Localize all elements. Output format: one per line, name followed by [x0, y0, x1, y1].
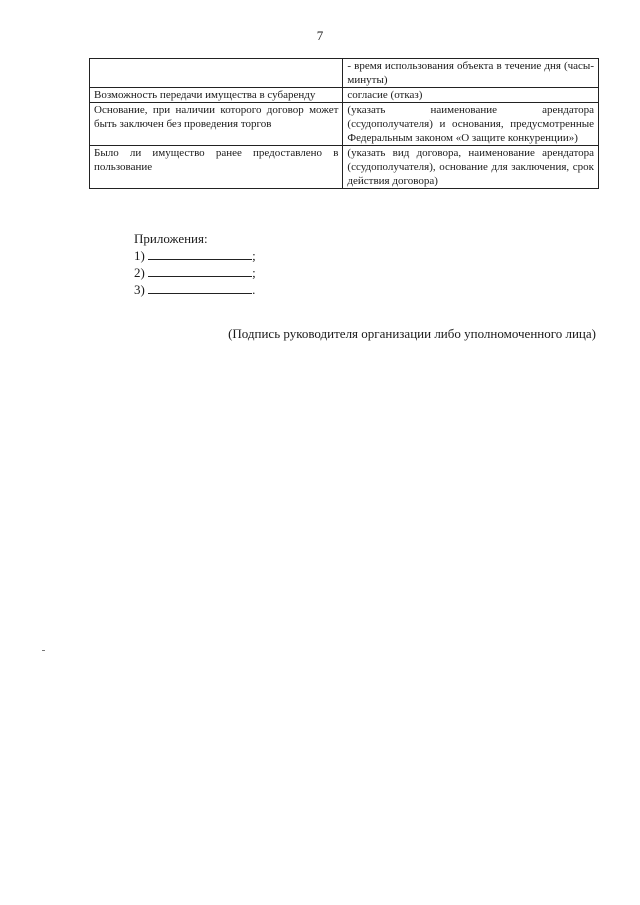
- property-info-table: [89, 58, 599, 189]
- appendix-blank-line: [148, 248, 252, 260]
- signature-caption: (Подпись руководителя организации либо уполномоченного лица): [228, 326, 596, 341]
- table-cell-label: Возможность передачи имущества в субаренду: [90, 88, 343, 103]
- scan-speck: [42, 650, 45, 651]
- table-row: [90, 59, 599, 88]
- appendix-item: [134, 264, 256, 281]
- appendix-list: [134, 230, 256, 298]
- appendix-item-number: 2): [134, 265, 145, 280]
- table-cell-value: (указать наименование арендатора (ссудополучателя) и основания, предусмотренные Федеральным законом «О защите конкуренции»): [343, 103, 599, 146]
- appendix-item-number: 3): [134, 282, 145, 297]
- table-cell-label: [90, 59, 343, 88]
- table-row: [90, 103, 599, 146]
- appendix-blank-line: [148, 282, 252, 294]
- appendix-item: [134, 247, 256, 264]
- table-cell-value: - время использования объекта в течение дня (часы-минуты): [343, 59, 599, 88]
- appendix-item-end: ;: [252, 265, 256, 280]
- table-cell-value: согласие (отказ): [343, 88, 599, 103]
- appendix-title: Приложения:: [134, 231, 208, 246]
- page-number: 7: [316, 28, 324, 43]
- appendix-item-end: .: [252, 282, 256, 297]
- appendix-item-number: 1): [134, 248, 145, 263]
- table-cell-label: Основание, при наличии которого договор может быть заключен без проведения торгов: [90, 103, 343, 146]
- table-row: [90, 88, 599, 103]
- appendix-item: [134, 281, 256, 298]
- table-cell-label: Было ли имущество ранее предоставлено в пользование: [90, 146, 343, 189]
- appendix-item-end: ;: [252, 248, 256, 263]
- table-cell-value: (указать вид договора, наименование арендатора (ссудополучателя), основание для заключения, срок действия договора): [343, 146, 599, 189]
- appendix-blank-line: [148, 265, 252, 277]
- table-row: [90, 146, 599, 189]
